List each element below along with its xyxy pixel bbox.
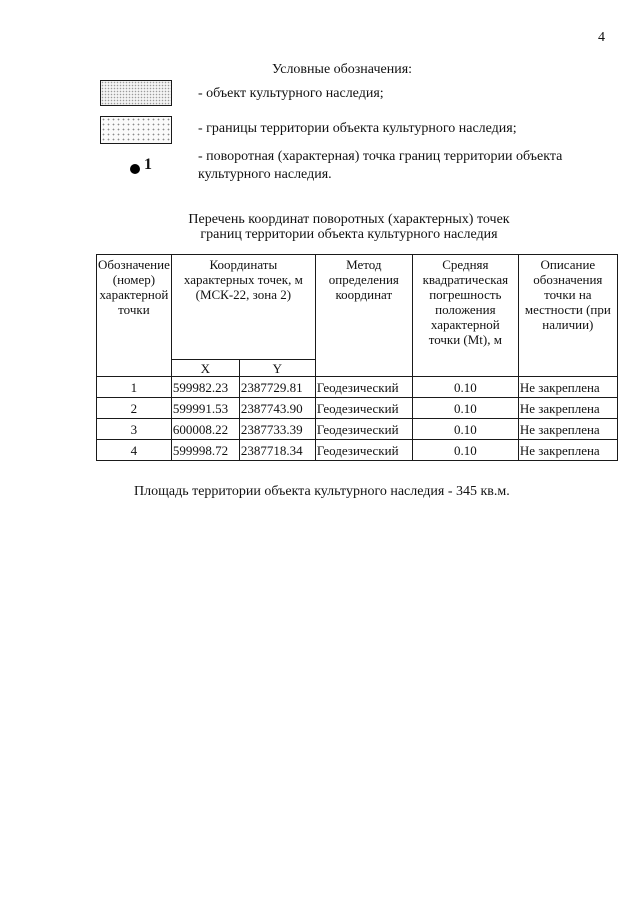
legend-item-turning-point: - поворотная (характерная) точка границ территории объекта культурного наследия. bbox=[198, 149, 563, 182]
coordinates-table bbox=[96, 254, 618, 461]
cell-error: 0.10 bbox=[412, 440, 518, 461]
turning-point-dot-icon bbox=[130, 164, 140, 174]
cell-method: Геодезический bbox=[315, 440, 412, 461]
cell-x: 599982.23 bbox=[171, 377, 239, 398]
legend-title: Условные обозначения: bbox=[272, 62, 413, 77]
cell-x: 600008.22 bbox=[171, 419, 239, 440]
header-coordinates: Координаты характерных точек, м (МСК-22, зона 2) bbox=[171, 255, 315, 360]
header-method: Метод определения координат bbox=[315, 255, 412, 377]
cell-method: Геодезический bbox=[315, 377, 412, 398]
cell-x: 599991.53 bbox=[171, 398, 239, 419]
cell-y: 2387718.34 bbox=[239, 440, 315, 461]
table-row bbox=[97, 377, 618, 398]
turning-point-label: 1 bbox=[144, 156, 152, 173]
page-number: 4 bbox=[598, 30, 605, 45]
table-row bbox=[97, 419, 618, 440]
table-header-row bbox=[97, 255, 618, 360]
cell-y: 2387729.81 bbox=[239, 377, 315, 398]
header-y: Y bbox=[239, 360, 315, 377]
table-row bbox=[97, 440, 618, 461]
table-title bbox=[150, 212, 548, 242]
cell-point: 4 bbox=[97, 440, 172, 461]
cell-description: Не закреплена bbox=[518, 398, 617, 419]
cell-description: Не закреплена bbox=[518, 440, 617, 461]
cell-point: 2 bbox=[97, 398, 172, 419]
cell-error: 0.10 bbox=[412, 377, 518, 398]
cell-y: 2387743.90 bbox=[239, 398, 315, 419]
table-row bbox=[97, 398, 618, 419]
cell-error: 0.10 bbox=[412, 398, 518, 419]
area-statement: Площадь территории объекта культурного наследия - 345 кв.м. bbox=[134, 484, 510, 499]
legend-item-heritage-object: - объект культурного наследия; bbox=[198, 86, 384, 101]
cell-method: Геодезический bbox=[315, 419, 412, 440]
header-x: X bbox=[171, 360, 239, 377]
table-title-line-1: Перечень координат поворотных (характерных) точек bbox=[188, 212, 510, 227]
cell-x: 599998.72 bbox=[171, 440, 239, 461]
cell-description: Не закреплена bbox=[518, 419, 617, 440]
territory-boundary-swatch-icon bbox=[100, 116, 172, 144]
legend-item-territory-boundary: - границы территории объекта культурного наследия; bbox=[198, 121, 517, 136]
header-description: Описание обозначения точки на местности (при наличии) bbox=[518, 255, 617, 377]
cell-point: 1 bbox=[97, 377, 172, 398]
heritage-object-swatch-icon bbox=[100, 80, 172, 106]
table-title-line-2: границ территории объекта культурного наследия bbox=[200, 227, 498, 242]
cell-error: 0.10 bbox=[412, 419, 518, 440]
header-point: Обозначение (номер) характерной точки bbox=[97, 255, 172, 377]
cell-description: Не закреплена bbox=[518, 377, 617, 398]
cell-y: 2387733.39 bbox=[239, 419, 315, 440]
cell-point: 3 bbox=[97, 419, 172, 440]
cell-method: Геодезический bbox=[315, 398, 412, 419]
header-error: Средняя квадратическая погрешность положения характерной точки (Mt), м bbox=[412, 255, 518, 377]
